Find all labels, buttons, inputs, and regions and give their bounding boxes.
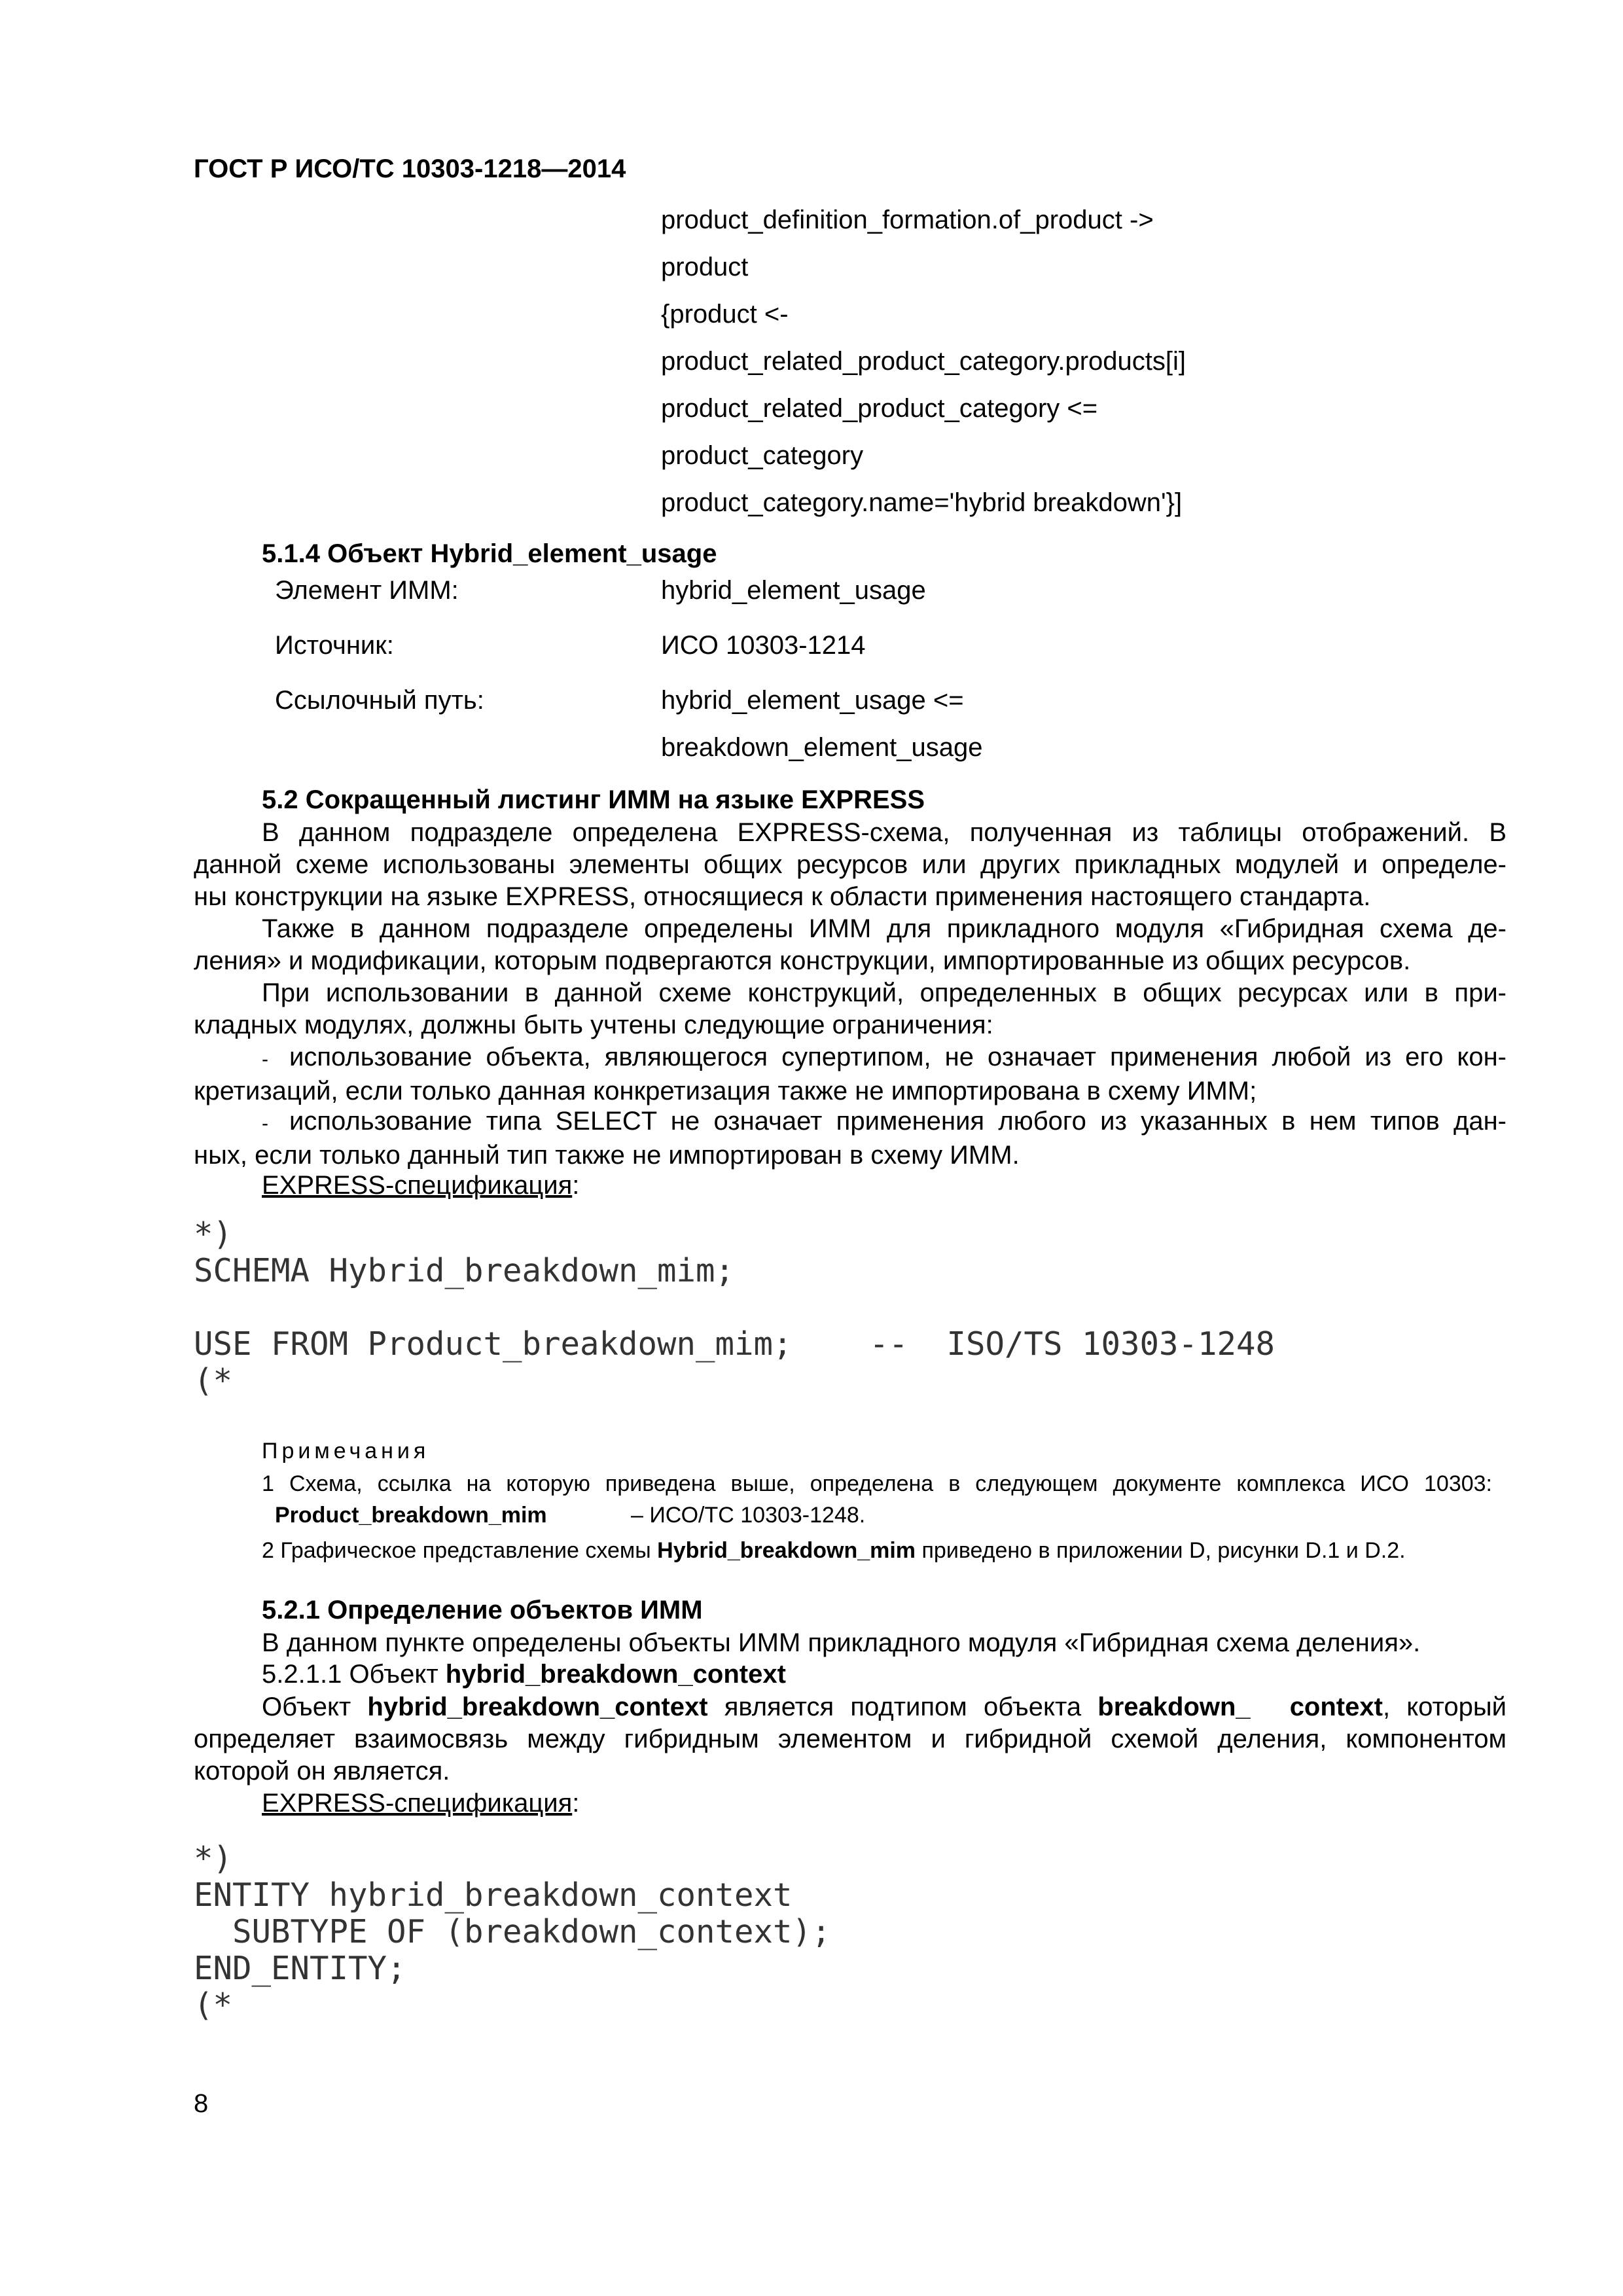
section-heading-5-2-1: 5.2.1 Определение объектов ИММ	[262, 1596, 703, 1624]
code-line	[194, 1289, 1275, 1326]
paragraph	[194, 817, 1507, 913]
note-1-schema: Product_breakdown_mim	[275, 1503, 547, 1528]
code-line: *)	[194, 1840, 233, 1877]
bullet-text: кретизаций, если только данная конкретизация также не импортирована в схему ИММ;	[194, 1077, 1257, 1105]
code-line: USE FROM Product_breakdown_mim; -- ISO/TS 10303-1248	[194, 1325, 1275, 1363]
mapping-row-value: hybrid_element_usage <=	[661, 686, 964, 715]
code-block	[194, 1216, 1275, 1399]
express-spec-label: EXPRESS-спецификация:	[262, 1171, 580, 1200]
code-line: (*	[194, 1362, 233, 1399]
mapping-line: {product <-	[661, 300, 789, 329]
subsection-heading-5-2-1-1: 5.2.1.1 Объект hybrid_breakdown_context	[262, 1660, 786, 1689]
mapping-line: product_related_product_category <=	[661, 394, 1098, 423]
mapping-line: product_related_product_category.products[i]	[661, 347, 1186, 376]
code-line: *)	[194, 1215, 233, 1253]
paragraph: В данном пункте определены объекты ИММ прикладного модуля «Гибридная схема деления».	[262, 1628, 1421, 1657]
code-line: SUBTYPE OF (breakdown_context);	[194, 1913, 831, 1950]
note-1: 1 Схема, ссылка на которую приведена выше, определена в следующем документе комплекса ИСО 10303:	[262, 1471, 1492, 1496]
express-spec-label: EXPRESS-спецификация:	[262, 1789, 580, 1818]
paragraph-line: кладных модулях, должны быть учтены следующие ограничения:	[194, 1011, 993, 1039]
paragraph-line: Также в данном подразделе определены ИММ для прикладного модуля «Гибридная схема де-	[262, 914, 1507, 943]
paragraph-line: ления» и модификации, которым подвергаются конструкции, импортированные из общих ресурсов.	[194, 946, 1411, 975]
mapping-row-value: ИСО 10303-1214	[661, 631, 866, 660]
code-block	[194, 1840, 831, 2024]
bullet-text: использование типа SELECT не означает применения любого из указанных в нем типов дан-	[289, 1107, 1507, 1136]
bullet-text: использование объекта, являющегося супертипом, не означает применения любой из его кон-	[289, 1043, 1507, 1071]
mapping-line: product	[661, 253, 749, 281]
note-2: 2 Графическое представление схемы Hybrid_breakdown_mim приведено в приложении D, рисунки D.1 и D.2.	[262, 1538, 1406, 1563]
paragraph-line: определяет взаимосвязь между гибридным элементом и гибридной схемой деления, компонентом	[194, 1725, 1507, 1753]
section-heading-5-1-4: 5.1.4 Объект Hybrid_element_usage	[262, 539, 717, 568]
mapping-line: product_category.name='hybrid breakdown'}]	[661, 488, 1183, 517]
paragraph-line: которой он является.	[194, 1757, 450, 1785]
mapping-row-label: Источник:	[275, 631, 394, 660]
code-line: END_ENTITY;	[194, 1950, 406, 1987]
section-heading-5-2: 5.2 Сокращенный листинг ИММ на языке EXPRESS	[262, 785, 925, 814]
bullet-item	[194, 1105, 1507, 1172]
mapping-row-label: Элемент ИММ:	[275, 576, 459, 605]
code-line: (*	[194, 1986, 233, 2024]
code-line: ENTITY hybrid_breakdown_context	[194, 1876, 793, 1914]
bullet-text: ных, если только данный тип также не импортирован в схему ИММ.	[194, 1141, 1020, 1170]
mapping-row-value: breakdown_element_usage	[661, 733, 983, 762]
bullet-item	[194, 1041, 1507, 1107]
code-line: SCHEMA Hybrid_breakdown_mim;	[194, 1252, 735, 1289]
mapping-row-value: hybrid_element_usage	[661, 576, 926, 605]
document-header: ГОСТ Р ИСО/ТС 10303-1218—2014	[194, 154, 626, 183]
mapping-line: product_definition_formation.of_product ->	[661, 206, 1154, 234]
paragraph-line: ны конструкции на языке EXPRESS, относящиеся к области применения настоящего стандарта.	[194, 882, 1371, 911]
mapping-line: product_category	[661, 441, 864, 470]
page-number: 8	[194, 2089, 209, 2118]
mapping-row-label: Ссылочный путь:	[275, 686, 484, 715]
paragraph-line: При использовании в данной схеме конструкций, определенных в общих ресурсах или в при-	[262, 978, 1507, 1007]
paragraph-line: В данном подразделе определена EXPRESS-схема, полученная из таблицы отображений. В	[262, 818, 1507, 847]
paragraph	[194, 977, 1507, 1041]
bullet-marker: -	[262, 1049, 268, 1070]
note-1-reference: – ИСО/ТС 10303-1248.	[631, 1503, 866, 1528]
paragraph	[194, 913, 1507, 977]
paragraph-line: данной схеме использованы элементы общих ресурсов или других прикладных модулей и определе-	[194, 850, 1507, 879]
bullet-marker: -	[262, 1113, 268, 1134]
notes-title: Примечания	[262, 1439, 430, 1463]
paragraph: Объект hybrid_breakdown_context является подтипом объекта breakdown_ context, который определяет взаимосвязь между гибридным элементом и гибридной схемой деления, компонентом которой он является.	[194, 1691, 1507, 1787]
